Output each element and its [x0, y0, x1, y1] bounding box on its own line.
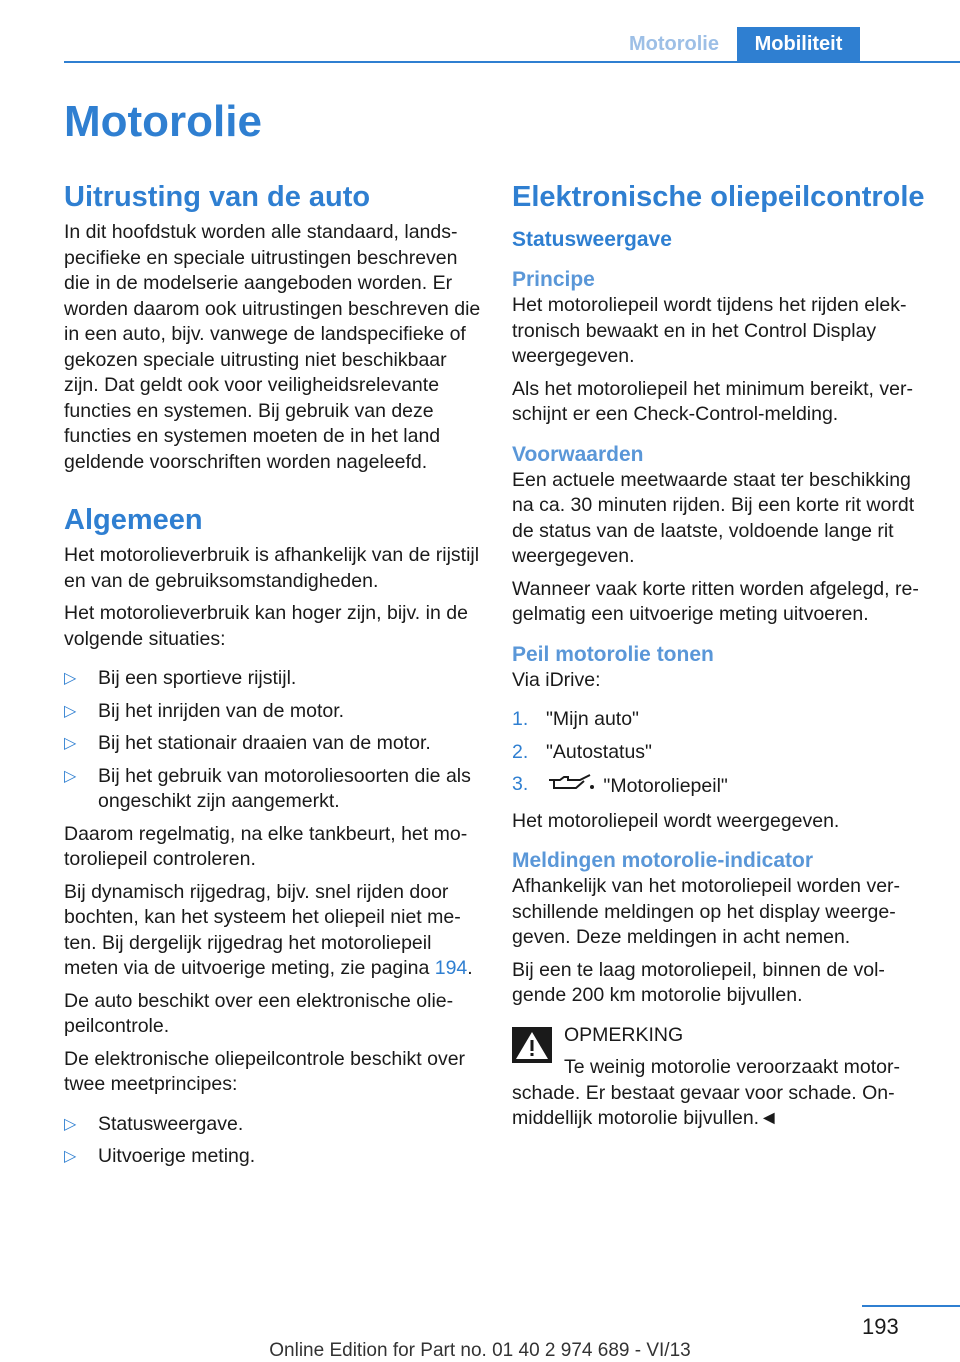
paragraph-algemeen-4: Bij dynamisch rijgedrag, bijv. snel rijden door bochten, kan het systeem het oliepeil niet meten. Bij dergelijk rijgedrag het motoroliepeil meten via de uitvoerige meting, zie pagina 194. — [64, 880, 473, 979]
online-edition-text: Online Edition for Part no. 01 40 2 974 689 - VI/13 — [269, 1340, 691, 1361]
list-item: ▷ Bij het inrijden van de motor. — [64, 699, 484, 725]
paragraph-voorwaarden-2: Wanneer vaak korte ritten worden afgelegd, regelmatig een uitvoerige meting uitvoeren. — [512, 577, 919, 625]
paragraph-algemeen-6: De elektronische oliepeilcontrole beschikt over twee meetprincipes: — [64, 1047, 466, 1095]
heading-statusweergave: Statusweergave — [512, 228, 672, 251]
paragraph-algemeen-2: Het motorolieverbruik kan hoger zijn, bijv. in de volgende situaties: — [64, 602, 468, 650]
paragraph-meldingen-2: Bij een te laag motoroliepeil, binnen de volgende 200 km motorolie bijvullen. — [512, 958, 885, 1006]
bullet-triangle-icon: ▷ — [64, 670, 77, 687]
bullet-triangle-icon: ▷ — [64, 767, 77, 785]
idrive-steps — [512, 707, 930, 802]
bullet-triangle-icon: ▷ — [64, 735, 77, 752]
heading-algemeen: Algemeen — [64, 504, 203, 536]
heading-peil-tonen: Peil motorolie tonen — [512, 642, 714, 666]
bullet-triangle-icon: ▷ — [64, 702, 77, 720]
list-item: ▷ Uitvoerige meting. — [64, 1144, 484, 1170]
page-title: Motorolie — [64, 97, 262, 146]
list-item: 2. "Autostatus" — [512, 740, 652, 763]
paragraph-principe-1: Het motoroliepeil wordt tijdens het rijden elektronisch bewaakt en in het Control Display weergegeven. — [512, 294, 907, 367]
list-item: ▷ Bij het gebruik van motoroliesoorten die als ongeschikt zijn aangemerkt. — [64, 764, 471, 812]
bullet-triangle-icon: ▷ — [64, 1115, 77, 1133]
list-item: ▷ Bij het stationair draaien van de motor. — [64, 731, 484, 757]
footer-rule — [862, 1305, 960, 1307]
heading-principe: Principe — [512, 268, 595, 291]
heading-elektronisch: Elektronische oliepeilcontrole — [512, 181, 925, 213]
list-item: 1. "Mijn auto" — [512, 708, 639, 730]
heading-voorwaarden: Voorwaarden — [512, 442, 644, 466]
paragraph-meldingen-1: Afhankelijk van het motoroliepeil worden verschillende meldingen op het display weergegeven. Deze meldingen in acht nemen. — [512, 875, 901, 948]
paragraph-voorwaarden-1: Een actuele meetwaarde staat ter beschikking na ca. 30 minuten rijden. Bij een korte rit wordt de status van de laatste, voldoende lange rit weergegeven. — [512, 468, 915, 567]
warning-note — [512, 1023, 930, 1056]
header-rule — [64, 61, 960, 63]
paragraph-algemeen-5: De auto beschikt over een elektronische oliepeilcontrole. — [64, 989, 454, 1037]
list-item: ▷ Bij een sportieve rijstijl. — [64, 666, 484, 692]
paragraph-peil-weergegeven: Het motoroliepeil wordt weergegeven. — [512, 809, 840, 832]
paragraph-via-idrive: Via iDrive: — [512, 668, 601, 691]
header-section-label: Motorolie — [629, 33, 719, 55]
bullet-triangle-icon: ▷ — [64, 1148, 77, 1165]
list-item: ▷ Statusweergave. — [64, 1112, 484, 1138]
warning-label: OPMERKING — [564, 1023, 684, 1046]
page-number: 193 — [862, 1314, 899, 1339]
principles-list — [64, 1112, 484, 1170]
paragraph-principe-2: Als het motoroliepeil het minimum bereikt, verschijnt er een Check-Control-melding. — [512, 377, 913, 425]
oil-can-icon — [546, 772, 598, 802]
page-link-194[interactable]: 194 — [434, 957, 468, 979]
warning-text: Te weinig motorolie veroorzaakt motorschade. Er bestaat gevaar voor schade. Onmiddellijk motorolie bijvullen.◄ — [512, 1056, 900, 1129]
left-column — [64, 182, 484, 1177]
situations-list — [64, 666, 484, 815]
header-chapter-tab: Mobiliteit — [737, 27, 860, 61]
heading-meldingen: Meldingen motorolie-indicator — [512, 849, 814, 872]
heading-uitrusting: Uitrusting van de auto — [64, 181, 371, 213]
paragraph-uitrusting: In dit hoofdstuk worden alle standaard, landspecifieke en speciale uitrustingen beschreven die in de modelserie aangeboden worden. Er worden daarom ook uitrustingen beschreven die in een auto, bijv. vanwege de landspecifieke of gekozen speciale uitrusting niet beschikbaar zijn. Dat geldt ook voor veiligheidsrelevante functies en systemen. Bij gebruik van deze functies en systemen moeten de in het land geldende voorschriften worden nageleefd. — [64, 221, 481, 473]
list-item: 3. "Motoroliepeil" — [512, 772, 930, 802]
paragraph-algemeen-1: Het motorolieverbruik is afhankelijk van de rijstijl en van de gebruiksomstandigheden. — [64, 544, 480, 592]
right-column — [512, 182, 930, 1132]
paragraph-algemeen-3: Daarom regelmatig, na elke tankbeurt, het motoroliepeil controleren. — [64, 822, 468, 870]
